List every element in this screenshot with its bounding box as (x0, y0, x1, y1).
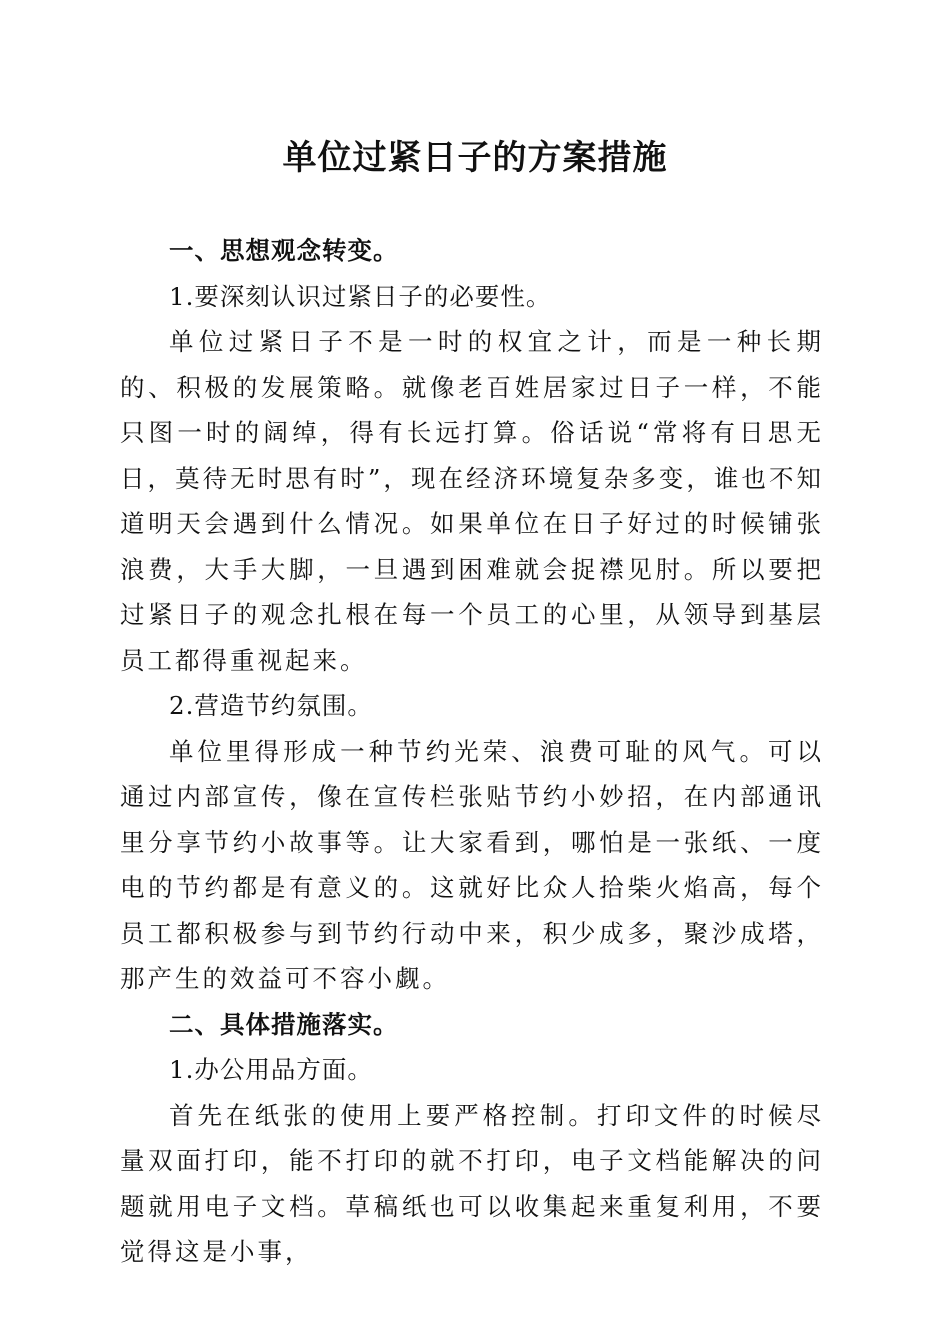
document-body (120, 228, 824, 1275)
section-heading: 一、思想观念转变。 (169, 236, 399, 265)
body-paragraph: 首先在纸张的使用上要严格控制。打印文件的时候尽量双面打印，能不打印的就不打印，电子文档能解决的问题就用电子文档。草稿纸也可以收集起来重复利用，不要觉得这是小事， (120, 1100, 824, 1266)
subsection-heading: 1.要深刻认识过紧日子的必要性。 (169, 281, 552, 311)
body-paragraph: 单位里得形成一种节约光荣、浪费可耻的风气。可以通过内部宣传，像在宣传栏张贴节约小妙招，在内部通讯里分享节约小故事等。让大家看到，哪怕是一张纸、一度电的节约都是有意义的。这就好比众人拾柴火焰高，每个员工都积极参与到节约行动中来，积少成多，聚沙成塔，那产生的效益可不容小觑。 (120, 736, 824, 993)
document-title: 单位过紧日子的方案措施 (282, 138, 668, 178)
body-paragraph: 单位过紧日子不是一时的权宜之计，而是一种长期的、积极的发展策略。就像老百姓居家过日子一样，不能只图一时的阔绰，得有长远打算。俗话说“常将有日思无日，莫待无时思有时”，现在经济环境复杂多变，谁也不知道明天会遇到什么情况。如果单位在日子好过的时候铺张浪费，大手大脚，一旦遇到困难就会捉襟见肘。所以要把过紧日子的观念扎根在每一个员工的心里，从领导到基层员工都得重视起来。 (120, 327, 824, 675)
section-heading: 二、具体措施落实。 (169, 1009, 399, 1039)
subsection-heading: 2.营造节约氛围。 (169, 691, 373, 720)
subsection-heading: 1.办公用品方面。 (169, 1055, 373, 1084)
